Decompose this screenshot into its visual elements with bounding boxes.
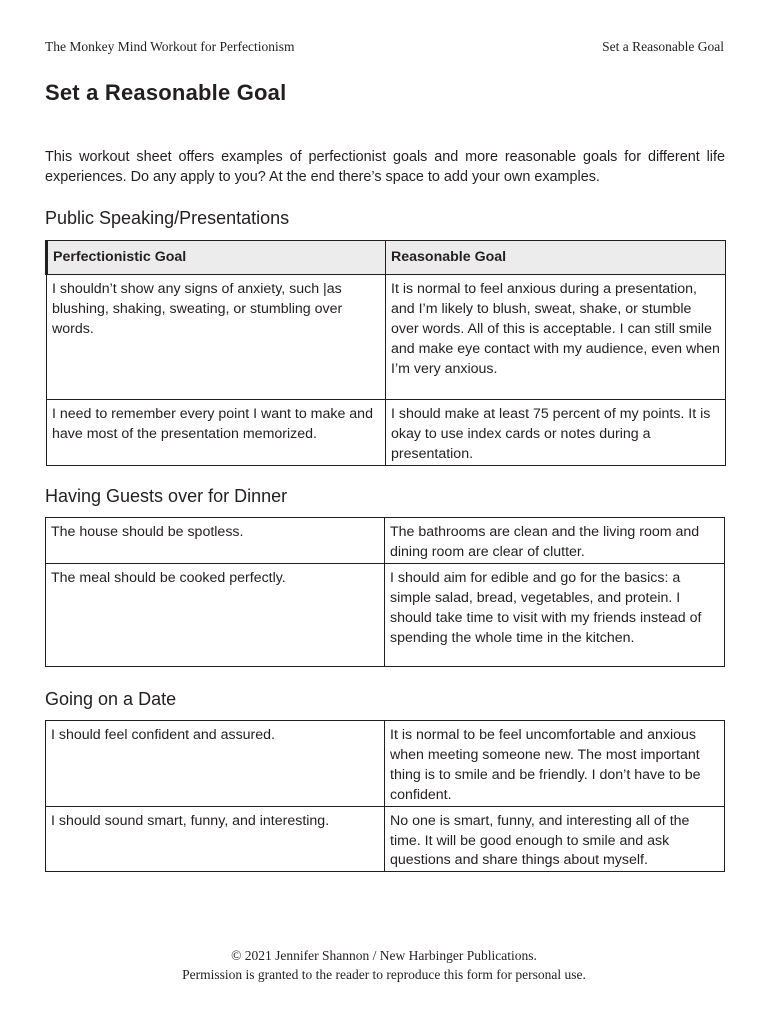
permission-line: Permission is granted to the reader to reproduce this form for personal use. (182, 967, 586, 982)
perfectionistic-goal-cell: The house should be spotless. (46, 518, 385, 564)
copyright-line: © 2021 Jennifer Shannon / New Harbinger Publications. (231, 948, 537, 963)
reasonable-goal-cell: I should make at least 75 percent of my points. It is okay to use index cards or notes during a presentation. (386, 400, 726, 466)
table-row (47, 275, 726, 400)
perfectionistic-goal-cell: I need to remember every point I want to make and have most of the presentation memorized. (47, 400, 386, 466)
table-header-row (47, 241, 726, 275)
perfectionistic-goal-cell: I should feel confident and assured. (46, 721, 385, 807)
column-header-reasonable: Reasonable Goal (386, 241, 726, 275)
reasonable-goal-cell: No one is smart, funny, and interesting all of the time. It will be good enough to smile and ask questions and share things about myself. (385, 806, 725, 872)
reasonable-goal-cell: The bathrooms are clean and the living room and dining room are clear of clutter. (385, 518, 725, 564)
goals-table-date (45, 720, 725, 872)
column-header-perfectionistic: Perfectionistic Goal (47, 241, 386, 275)
intro-paragraph: This workout sheet offers examples of perfectionist goals and more reasonable goals for different life experiences. Do any apply to you? At the end there’s space to add your own examples. (45, 149, 725, 185)
running-header (45, 39, 724, 55)
page-title: Set a Reasonable Goal (45, 80, 287, 105)
table-row (46, 806, 725, 872)
table-row (47, 400, 726, 466)
goals-table-dinner-guests (45, 517, 725, 667)
perfectionistic-goal-cell: The meal should be cooked perfectly. (46, 563, 385, 666)
perfectionistic-goal-cell: I shouldn’t show any signs of anxiety, such |as blushing, shaking, sweating, or stumbling over words. (47, 275, 386, 400)
section-title-public-speaking: Public Speaking/Presentations (45, 208, 290, 228)
header-book-title: The Monkey Mind Workout for Perfectionism (45, 39, 295, 54)
table-row (46, 721, 725, 807)
section-title-date: Going on a Date (45, 689, 177, 709)
reasonable-goal-cell: It is normal to be feel uncomfortable and anxious when meeting someone new. The most important thing is to smile and be friendly. I don’t have to be confident. (385, 721, 725, 807)
section-title-dinner-guests: Having Guests over for Dinner (45, 486, 288, 506)
copyright-footer (0, 946, 768, 984)
header-section-title: Set a Reasonable Goal (602, 39, 724, 54)
table-row (46, 518, 725, 564)
reasonable-goal-cell: I should aim for edible and go for the basics: a simple salad, bread, vegetables, and protein. I should take time to visit with my friends instead of spending the whole time in the kitchen. (385, 563, 725, 666)
perfectionistic-goal-cell: I should sound smart, funny, and interesting. (46, 806, 385, 872)
reasonable-goal-cell: It is normal to feel anxious during a presentation, and I’m likely to blush, sweat, shake, or stumble over words. All of this is acceptable. I can still smile and make eye contact with my audience, even when I’m very anxious. (386, 275, 726, 400)
goals-table-public-speaking (45, 240, 726, 466)
table-row (46, 563, 725, 666)
